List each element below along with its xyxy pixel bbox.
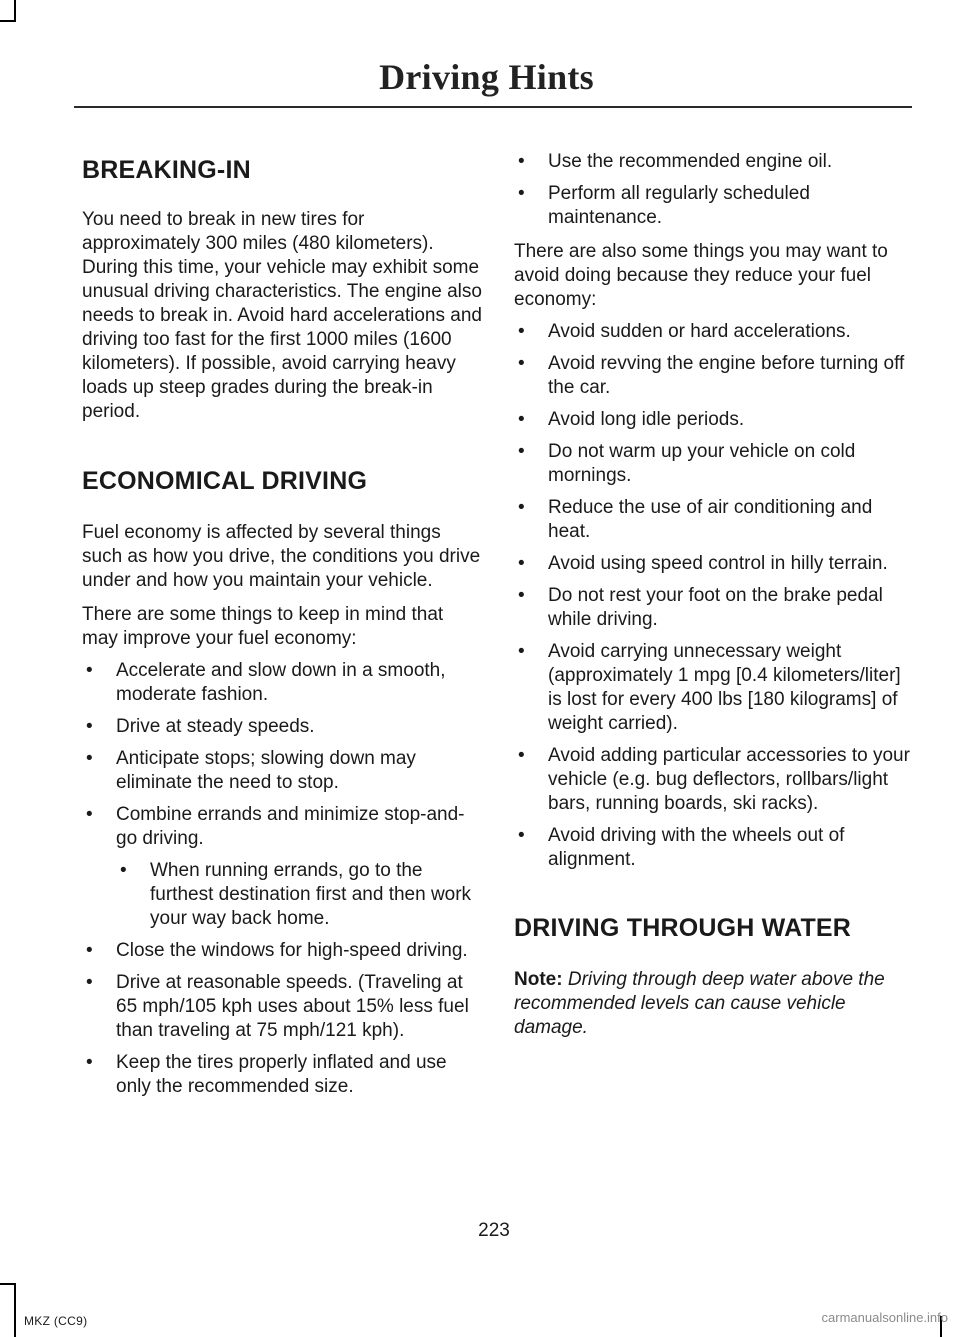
crop-mark	[14, 1283, 16, 1337]
footer-model: MKZ (CC9)	[24, 1314, 88, 1328]
left-column	[82, 150, 482, 1099]
list-item: • Avoid driving with the wheels out of alignment.	[514, 824, 914, 872]
sub-list	[116, 859, 482, 931]
list-item: • Accelerate and slow down in a smooth, moderate fashion.	[82, 659, 482, 707]
list-item: • Reduce the use of air conditioning and heat.	[514, 496, 914, 544]
header-rule	[74, 106, 912, 108]
page-number: 223	[478, 1220, 510, 1241]
page-title: Driving Hints	[379, 57, 594, 97]
watermark-link[interactable]: carmanualsonline.info	[821, 1310, 948, 1325]
list-item: • Use the recommended engine oil.	[514, 150, 914, 174]
economical-driving-heading: ECONOMICAL DRIVING	[82, 467, 368, 495]
list-item: • Do not rest your foot on the brake pedal while driving.	[514, 584, 914, 632]
list-item-text: Combine errands and minimize stop-and-go driving.	[116, 804, 465, 849]
avoid-paragraph: There are also some things you may want to avoid doing because they reduce your fuel economy:	[514, 241, 888, 310]
list-item: • Avoid revving the engine before turning off the car.	[514, 352, 914, 400]
economical-paragraph-2: There are some things to keep in mind that may improve your fuel economy:	[82, 604, 444, 649]
list-item: • Perform all regularly scheduled maintenance.	[514, 182, 914, 230]
breaking-in-heading: BREAKING-IN	[82, 156, 251, 184]
list-item: • Avoid long idle periods.	[514, 408, 914, 432]
list-item: • Do not warm up your vehicle on cold mornings.	[514, 440, 914, 488]
right-column	[514, 150, 914, 1040]
crop-mark	[0, 1283, 16, 1285]
list-item: • Avoid adding particular accessories to your vehicle (e.g. bug deflectors, rollbars/light bars, running boards, ski racks).	[514, 744, 914, 816]
avoid-list	[514, 320, 914, 872]
crop-mark	[14, 0, 16, 22]
list-item: • Drive at steady speeds.	[82, 715, 482, 739]
list-item: • Keep the tires properly inflated and use only the recommended size.	[82, 1051, 482, 1099]
water-note	[514, 968, 914, 1040]
list-item: • Avoid sudden or hard accelerations.	[514, 320, 914, 344]
list-item: • Drive at reasonable speeds. (Traveling at 65 mph/105 kph uses about 15% less fuel than traveling at 75 mph/121 kph).	[82, 971, 482, 1043]
economy-tips-list	[82, 659, 482, 1099]
list-item: • Close the windows for high-speed driving.	[82, 939, 482, 963]
economical-paragraph-1: Fuel economy is affected by several things such as how you drive, the conditions you drive under and how you maintain your vehicle.	[82, 522, 481, 591]
list-item: • Avoid using speed control in hilly terrain.	[514, 552, 914, 576]
breaking-in-paragraph: You need to break in new tires for approximately 300 miles (480 kilometers). During this time, your vehicle may exhibit some unusual driving characteristics. The engine also needs to break in. Avoid hard accelerations and driving too fast for the first 1000 miles (1600 kilometers). If possible, avoid carrying heavy loads up steep grades during the break-in period.	[82, 209, 482, 422]
list-item	[82, 803, 482, 931]
note-label: Note:	[514, 969, 563, 990]
crop-mark	[0, 20, 16, 22]
maintenance-list	[514, 150, 914, 230]
list-item: • Anticipate stops; slowing down may eliminate the need to stop.	[82, 747, 482, 795]
driving-through-water-heading: DRIVING THROUGH WATER	[514, 914, 852, 942]
sub-list-item: • When running errands, go to the furthest destination first and then work your way back home.	[116, 859, 482, 931]
note-text: Driving through deep water above the recommended levels can cause vehicle damage.	[514, 969, 885, 1038]
list-item: • Avoid carrying unnecessary weight (approximately 1 mpg [0.4 kilometers/liter] is lost for every 400 lbs [180 kilograms] of weight carried).	[514, 640, 914, 736]
